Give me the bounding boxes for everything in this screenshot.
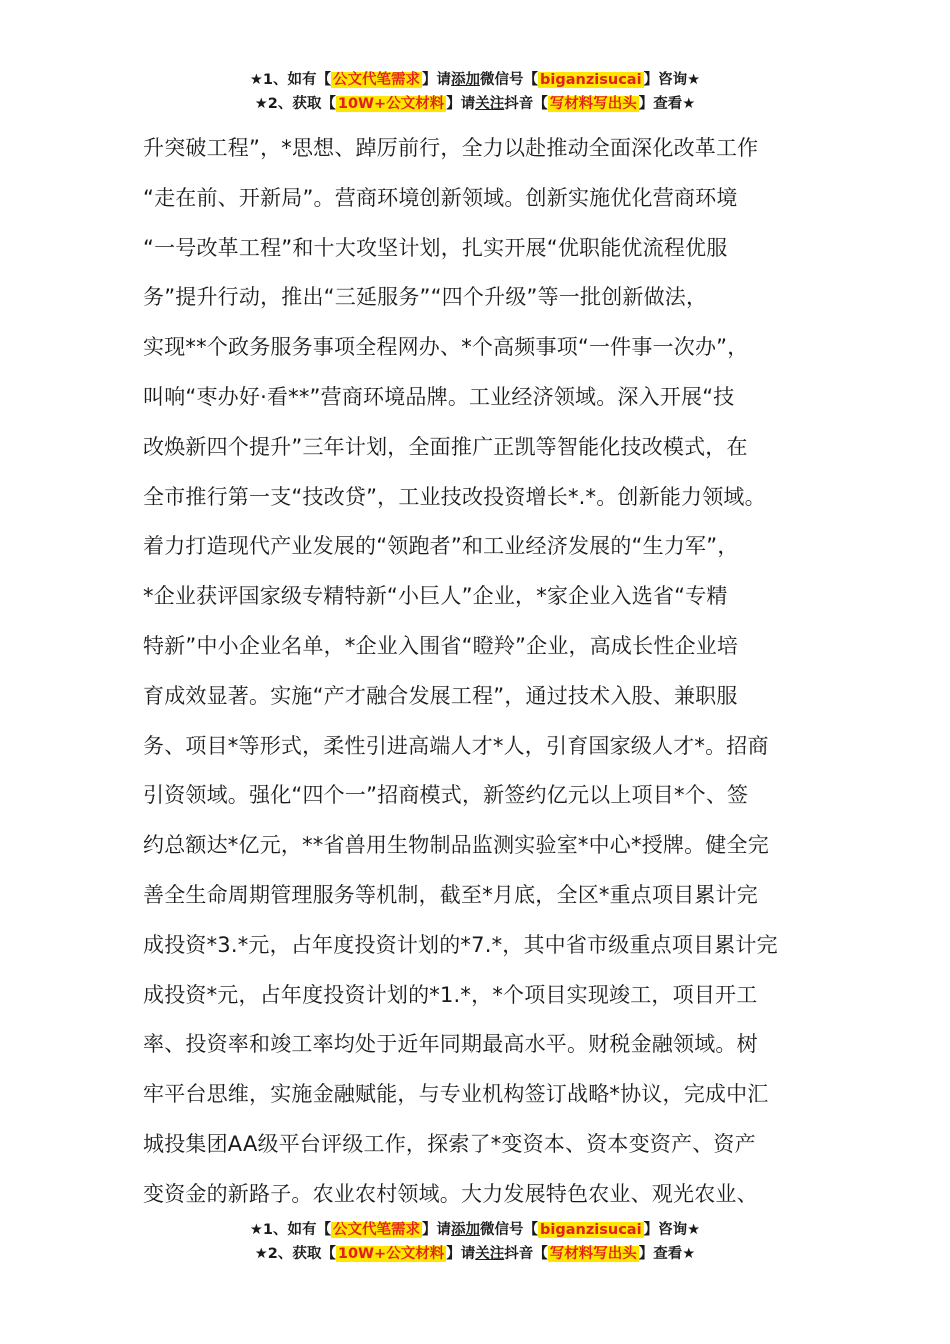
- promo-line-1-mid2: 微信号【: [480, 1222, 539, 1238]
- body-line: 善全生命周期管理服务等机制，截至*月底，全区*重点项目累计完: [143, 882, 758, 907]
- promo-line-1: [0, 1218, 950, 1242]
- promo-underline-follow: 关注: [475, 1246, 505, 1262]
- header-promo-banner: [0, 68, 950, 116]
- body-line: 全市推行第一支“技改贷”，工业技改投资增长*.*。创新能力领域。: [143, 484, 766, 509]
- promo-highlight-service: 公文代笔需求: [333, 1222, 421, 1238]
- body-line: 变资金的新路子。农业农村领域。大力发展特色农业、观光农业、: [143, 1181, 758, 1206]
- promo-line-2-prefix: ★2、获取【: [254, 96, 336, 112]
- promo-highlight-douyin: 写材料写出头: [549, 1246, 637, 1262]
- document-body: [143, 124, 843, 1220]
- promo-highlight-wechat-id: biganzisucai: [540, 72, 642, 88]
- promo-line-2: [0, 92, 950, 116]
- promo-line-2-prefix: ★2、获取【: [254, 1246, 336, 1262]
- promo-line-1: [0, 68, 950, 92]
- footer-promo-banner: [0, 1218, 950, 1266]
- promo-line-1-mid2: 微信号【: [480, 72, 539, 88]
- body-line: 约总额达*亿元，**省兽用生物制品监测实验室*中心*授牌。健全完: [143, 833, 769, 858]
- body-line: 特新”中小企业名单，*企业入围省“瞪羚”企业，高成长性企业培: [143, 633, 739, 658]
- promo-underline-add: 添加: [451, 72, 481, 88]
- body-line: 成投资*元，占年度投资计划的*1.*，*个项目实现竣工，项目开工: [143, 982, 758, 1007]
- promo-line-2-mid2: 抖音【: [504, 1246, 548, 1262]
- promo-line-1-suffix: 】咨询★: [643, 72, 701, 88]
- body-line: “走在前、开新局”。营商环境创新领域。创新实施优化营商环境: [143, 185, 738, 210]
- promo-line-2-suffix: 】查看★: [638, 96, 696, 112]
- promo-highlight-douyin: 写材料写出头: [549, 96, 637, 112]
- body-line: 牢平台思维，实施金融赋能，与专业机构签订战略*协议，完成中汇: [143, 1082, 769, 1107]
- body-line: 务”提升行动，推出“三延服务”“四个升级”等一批创新做法，: [143, 285, 708, 310]
- body-line: *企业获评国家级专精特新“小巨人”企业，*家企业入选省“专精: [143, 584, 728, 609]
- body-line: 率、投资率和竣工率均处于近年同期最高水平。财税金融领域。树: [143, 1032, 758, 1057]
- promo-line-1-prefix: ★1、如有【: [249, 1222, 332, 1238]
- body-line: 育成效显著。实施“产才融合发展工程”，通过技术入股、兼职服: [143, 683, 738, 708]
- promo-underline-follow: 关注: [475, 96, 505, 112]
- body-line: 着力打造现代产业发展的“领跑者”和工业经济发展的“生力军”，: [143, 534, 739, 559]
- body-line: 城投集团AA级平台评级工作，探索了*变资本、资本变资产、资产: [143, 1131, 756, 1156]
- body-line: 改焕新四个提升”三年计划，全面推广正凯等智能化技改模式，在: [143, 434, 748, 459]
- body-line: 升突破工程”，*思想、踔厉前行，全力以赴推动全面深化改革工作: [143, 136, 759, 160]
- promo-line-2-suffix: 】查看★: [638, 1246, 696, 1262]
- promo-line-2-mid: 】请: [446, 1246, 476, 1262]
- promo-underline-add: 添加: [451, 1222, 481, 1238]
- body-line: 务、项目*等形式，柔性引进高端人才*人，引育国家级人才*。招商: [143, 733, 769, 758]
- promo-line-2-mid: 】请: [446, 96, 476, 112]
- promo-line-1-mid: 】请: [422, 72, 452, 88]
- body-line: 叫响“枣办好·看**”营商环境品牌。工业经济领域。深入开展“技: [143, 384, 735, 409]
- promo-line-2: [0, 1242, 950, 1266]
- body-line: “一号改革工程”和十大攻坚计划，扎实开展“优职能优流程优服: [143, 235, 728, 260]
- promo-line-1-suffix: 】咨询★: [643, 1222, 701, 1238]
- promo-highlight-wechat-id: biganzisucai: [540, 1222, 642, 1238]
- promo-highlight-service: 公文代笔需求: [333, 72, 421, 88]
- body-line: 引资领域。强化“四个一”招商模式，新签约亿元以上项目*个、签: [143, 783, 749, 808]
- body-line: 成投资*3.*元，占年度投资计划的*7.*，其中省市级重点项目累计完: [143, 932, 778, 957]
- promo-highlight-materials: 10W+公文材料: [337, 96, 445, 112]
- promo-line-1-prefix: ★1、如有【: [249, 72, 332, 88]
- promo-line-1-mid: 】请: [422, 1222, 452, 1238]
- promo-highlight-materials: 10W+公文材料: [337, 1246, 445, 1262]
- body-line: 实现**个政务服务事项全程网办、*个高频事项“一件事一次办”，: [143, 335, 749, 360]
- promo-line-2-mid2: 抖音【: [504, 96, 548, 112]
